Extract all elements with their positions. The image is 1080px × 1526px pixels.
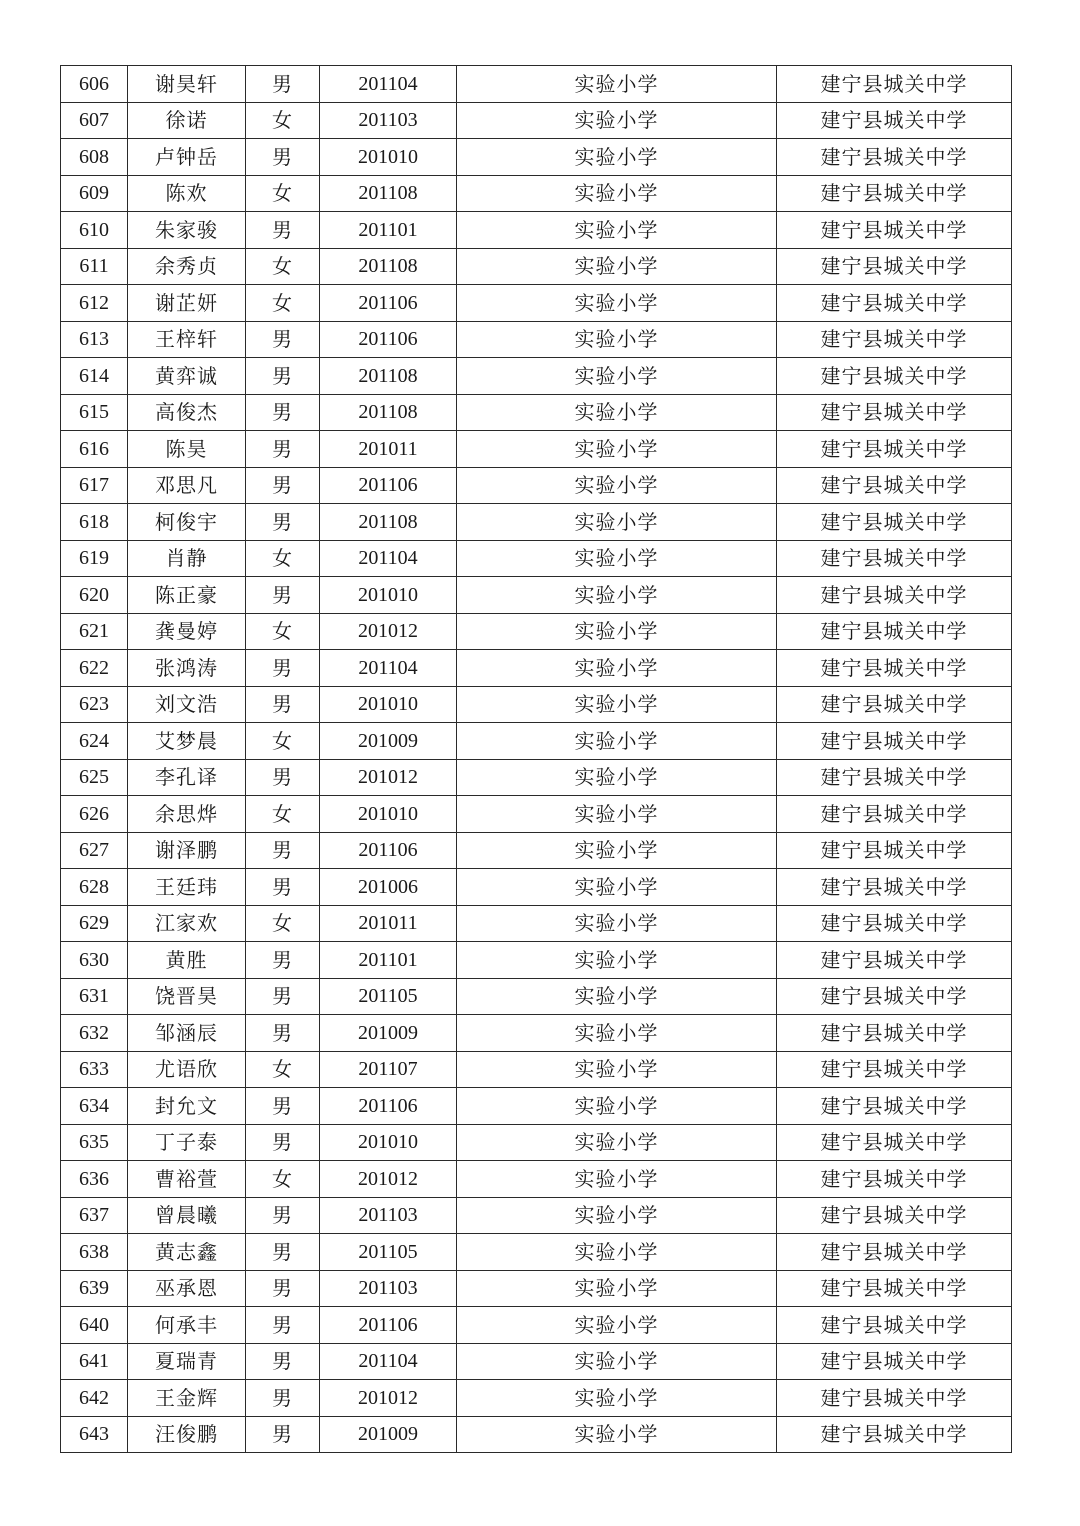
student-sex: 女	[246, 248, 320, 285]
middle-school: 建宁县城关中学	[777, 431, 1012, 468]
birth-month: 201009	[320, 1015, 457, 1052]
primary-school: 实验小学	[457, 540, 777, 577]
student-name: 丁子泰	[128, 1124, 246, 1161]
student-name: 卢钟岳	[128, 139, 246, 176]
student-sex: 女	[246, 285, 320, 322]
student-sex: 男	[246, 394, 320, 431]
middle-school: 建宁县城关中学	[777, 1234, 1012, 1271]
primary-school: 实验小学	[457, 1015, 777, 1052]
table-row	[61, 978, 1012, 1015]
table-row	[61, 1124, 1012, 1161]
middle-school: 建宁县城关中学	[777, 358, 1012, 395]
row-number: 607	[61, 102, 128, 139]
primary-school: 实验小学	[457, 686, 777, 723]
middle-school: 建宁县城关中学	[777, 1051, 1012, 1088]
row-number: 612	[61, 285, 128, 322]
student-sex: 男	[246, 832, 320, 869]
student-sex: 女	[246, 540, 320, 577]
table-row	[61, 66, 1012, 103]
primary-school: 实验小学	[457, 175, 777, 212]
middle-school: 建宁县城关中学	[777, 905, 1012, 942]
row-number: 631	[61, 978, 128, 1015]
middle-school: 建宁县城关中学	[777, 1380, 1012, 1417]
row-number: 640	[61, 1307, 128, 1344]
row-number: 615	[61, 394, 128, 431]
row-number: 641	[61, 1343, 128, 1380]
primary-school: 实验小学	[457, 650, 777, 687]
middle-school: 建宁县城关中学	[777, 248, 1012, 285]
student-name: 巫承恩	[128, 1270, 246, 1307]
primary-school: 实验小学	[457, 467, 777, 504]
birth-month: 201106	[320, 285, 457, 322]
table-row	[61, 1234, 1012, 1271]
student-name: 何承丰	[128, 1307, 246, 1344]
row-number: 610	[61, 212, 128, 249]
primary-school: 实验小学	[457, 832, 777, 869]
birth-month: 201006	[320, 869, 457, 906]
student-sex: 男	[246, 467, 320, 504]
row-number: 626	[61, 796, 128, 833]
table-row	[61, 467, 1012, 504]
birth-month: 201108	[320, 175, 457, 212]
primary-school: 实验小学	[457, 431, 777, 468]
student-sex: 男	[246, 358, 320, 395]
birth-month: 201106	[320, 832, 457, 869]
birth-month: 201009	[320, 723, 457, 760]
student-sex: 女	[246, 1051, 320, 1088]
student-roster-table	[60, 65, 1012, 1453]
birth-month: 201101	[320, 942, 457, 979]
primary-school: 实验小学	[457, 1307, 777, 1344]
birth-month: 201012	[320, 759, 457, 796]
row-number: 623	[61, 686, 128, 723]
middle-school: 建宁县城关中学	[777, 66, 1012, 103]
birth-month: 201010	[320, 686, 457, 723]
birth-month: 201012	[320, 1161, 457, 1198]
student-name: 龚曼婷	[128, 613, 246, 650]
student-name: 曹裕萱	[128, 1161, 246, 1198]
middle-school: 建宁县城关中学	[777, 1124, 1012, 1161]
table-row	[61, 1197, 1012, 1234]
middle-school: 建宁县城关中学	[777, 1343, 1012, 1380]
student-name: 肖静	[128, 540, 246, 577]
primary-school: 实验小学	[457, 504, 777, 541]
student-sex: 男	[246, 869, 320, 906]
primary-school: 实验小学	[457, 1234, 777, 1271]
student-name: 饶晋昊	[128, 978, 246, 1015]
row-number: 638	[61, 1234, 128, 1271]
birth-month: 201012	[320, 613, 457, 650]
student-name: 邹涵辰	[128, 1015, 246, 1052]
student-name: 陈正豪	[128, 577, 246, 614]
birth-month: 201103	[320, 1270, 457, 1307]
student-sex: 女	[246, 796, 320, 833]
student-sex: 男	[246, 1124, 320, 1161]
student-sex: 男	[246, 1307, 320, 1344]
middle-school: 建宁县城关中学	[777, 1161, 1012, 1198]
birth-month: 201101	[320, 212, 457, 249]
birth-month: 201103	[320, 102, 457, 139]
student-name: 封允文	[128, 1088, 246, 1125]
student-sex: 男	[246, 650, 320, 687]
middle-school: 建宁县城关中学	[777, 467, 1012, 504]
student-name: 黄弈诚	[128, 358, 246, 395]
primary-school: 实验小学	[457, 66, 777, 103]
primary-school: 实验小学	[457, 1270, 777, 1307]
table-row	[61, 650, 1012, 687]
table-row	[61, 139, 1012, 176]
student-sex: 男	[246, 504, 320, 541]
birth-month: 201104	[320, 540, 457, 577]
middle-school: 建宁县城关中学	[777, 613, 1012, 650]
student-sex: 女	[246, 613, 320, 650]
primary-school: 实验小学	[457, 1416, 777, 1453]
middle-school: 建宁县城关中学	[777, 175, 1012, 212]
middle-school: 建宁县城关中学	[777, 723, 1012, 760]
primary-school: 实验小学	[457, 321, 777, 358]
row-number: 618	[61, 504, 128, 541]
table-row	[61, 394, 1012, 431]
middle-school: 建宁县城关中学	[777, 102, 1012, 139]
birth-month: 201108	[320, 504, 457, 541]
row-number: 642	[61, 1380, 128, 1417]
student-sex: 女	[246, 1161, 320, 1198]
primary-school: 实验小学	[457, 978, 777, 1015]
birth-month: 201106	[320, 321, 457, 358]
row-number: 614	[61, 358, 128, 395]
birth-month: 201108	[320, 358, 457, 395]
student-name: 王金辉	[128, 1380, 246, 1417]
row-number: 627	[61, 832, 128, 869]
table-row	[61, 358, 1012, 395]
primary-school: 实验小学	[457, 1380, 777, 1417]
birth-month: 201009	[320, 1416, 457, 1453]
student-sex: 男	[246, 1343, 320, 1380]
table-row	[61, 102, 1012, 139]
middle-school: 建宁县城关中学	[777, 1416, 1012, 1453]
student-name: 曾晨曦	[128, 1197, 246, 1234]
primary-school: 实验小学	[457, 723, 777, 760]
student-name: 尤语欣	[128, 1051, 246, 1088]
student-sex: 男	[246, 1380, 320, 1417]
student-name: 谢芷妍	[128, 285, 246, 322]
student-name: 邓思凡	[128, 467, 246, 504]
table-row	[61, 504, 1012, 541]
table-row	[61, 248, 1012, 285]
birth-month: 201010	[320, 1124, 457, 1161]
student-sex: 女	[246, 102, 320, 139]
table-row	[61, 832, 1012, 869]
student-name: 刘文浩	[128, 686, 246, 723]
middle-school: 建宁县城关中学	[777, 1270, 1012, 1307]
row-number: 613	[61, 321, 128, 358]
table-row	[61, 212, 1012, 249]
primary-school: 实验小学	[457, 1124, 777, 1161]
middle-school: 建宁县城关中学	[777, 759, 1012, 796]
student-name: 柯俊宇	[128, 504, 246, 541]
primary-school: 实验小学	[457, 869, 777, 906]
middle-school: 建宁县城关中学	[777, 1015, 1012, 1052]
birth-month: 201106	[320, 1307, 457, 1344]
row-number: 616	[61, 431, 128, 468]
middle-school: 建宁县城关中学	[777, 650, 1012, 687]
student-sex: 男	[246, 686, 320, 723]
primary-school: 实验小学	[457, 759, 777, 796]
row-number: 628	[61, 869, 128, 906]
primary-school: 实验小学	[457, 905, 777, 942]
birth-month: 201010	[320, 796, 457, 833]
row-number: 637	[61, 1197, 128, 1234]
primary-school: 实验小学	[457, 285, 777, 322]
birth-month: 201010	[320, 139, 457, 176]
middle-school: 建宁县城关中学	[777, 504, 1012, 541]
row-number: 643	[61, 1416, 128, 1453]
primary-school: 实验小学	[457, 212, 777, 249]
middle-school: 建宁县城关中学	[777, 1197, 1012, 1234]
middle-school: 建宁县城关中学	[777, 1307, 1012, 1344]
middle-school: 建宁县城关中学	[777, 942, 1012, 979]
student-name: 陈欢	[128, 175, 246, 212]
birth-month: 201108	[320, 248, 457, 285]
row-number: 632	[61, 1015, 128, 1052]
student-name: 张鸿涛	[128, 650, 246, 687]
table-row	[61, 796, 1012, 833]
middle-school: 建宁县城关中学	[777, 796, 1012, 833]
student-name: 江家欢	[128, 905, 246, 942]
table-row	[61, 1015, 1012, 1052]
table-row	[61, 577, 1012, 614]
middle-school: 建宁县城关中学	[777, 394, 1012, 431]
primary-school: 实验小学	[457, 1051, 777, 1088]
row-number: 625	[61, 759, 128, 796]
row-number: 636	[61, 1161, 128, 1198]
primary-school: 实验小学	[457, 248, 777, 285]
table-row	[61, 1307, 1012, 1344]
row-number: 639	[61, 1270, 128, 1307]
primary-school: 实验小学	[457, 577, 777, 614]
middle-school: 建宁县城关中学	[777, 832, 1012, 869]
student-sex: 男	[246, 759, 320, 796]
middle-school: 建宁县城关中学	[777, 577, 1012, 614]
middle-school: 建宁县城关中学	[777, 321, 1012, 358]
primary-school: 实验小学	[457, 102, 777, 139]
student-sex: 女	[246, 723, 320, 760]
row-number: 633	[61, 1051, 128, 1088]
roster-body	[61, 66, 1012, 1453]
middle-school: 建宁县城关中学	[777, 540, 1012, 577]
primary-school: 实验小学	[457, 1197, 777, 1234]
table-row	[61, 431, 1012, 468]
table-row	[61, 869, 1012, 906]
row-number: 620	[61, 577, 128, 614]
table-row	[61, 723, 1012, 760]
birth-month: 201011	[320, 905, 457, 942]
middle-school: 建宁县城关中学	[777, 978, 1012, 1015]
row-number: 622	[61, 650, 128, 687]
student-name: 谢昊轩	[128, 66, 246, 103]
primary-school: 实验小学	[457, 942, 777, 979]
birth-month: 201105	[320, 978, 457, 1015]
row-number: 630	[61, 942, 128, 979]
row-number: 624	[61, 723, 128, 760]
birth-month: 201106	[320, 467, 457, 504]
table-row	[61, 905, 1012, 942]
student-name: 徐诺	[128, 102, 246, 139]
student-sex: 男	[246, 942, 320, 979]
row-number: 609	[61, 175, 128, 212]
student-sex: 女	[246, 905, 320, 942]
student-sex: 男	[246, 431, 320, 468]
student-name: 李孔译	[128, 759, 246, 796]
student-name: 朱家骏	[128, 212, 246, 249]
table-row	[61, 175, 1012, 212]
table-row	[61, 1343, 1012, 1380]
student-sex: 男	[246, 321, 320, 358]
birth-month: 201104	[320, 650, 457, 687]
birth-month: 201104	[320, 1343, 457, 1380]
row-number: 635	[61, 1124, 128, 1161]
student-name: 黄志鑫	[128, 1234, 246, 1271]
student-sex: 女	[246, 175, 320, 212]
table-row	[61, 686, 1012, 723]
middle-school: 建宁县城关中学	[777, 212, 1012, 249]
birth-month: 201105	[320, 1234, 457, 1271]
student-sex: 男	[246, 212, 320, 249]
primary-school: 实验小学	[457, 139, 777, 176]
student-sex: 男	[246, 1416, 320, 1453]
student-sex: 男	[246, 66, 320, 103]
student-sex: 男	[246, 139, 320, 176]
birth-month: 201107	[320, 1051, 457, 1088]
birth-month: 201108	[320, 394, 457, 431]
student-sex: 男	[246, 978, 320, 1015]
table-row	[61, 613, 1012, 650]
table-row	[61, 540, 1012, 577]
student-sex: 男	[246, 1088, 320, 1125]
primary-school: 实验小学	[457, 1343, 777, 1380]
birth-month: 201010	[320, 577, 457, 614]
table-row	[61, 1380, 1012, 1417]
table-row	[61, 1088, 1012, 1125]
student-name: 余思烨	[128, 796, 246, 833]
birth-month: 201104	[320, 66, 457, 103]
row-number: 629	[61, 905, 128, 942]
student-name: 谢泽鹏	[128, 832, 246, 869]
birth-month: 201011	[320, 431, 457, 468]
table-row	[61, 285, 1012, 322]
row-number: 608	[61, 139, 128, 176]
row-number: 617	[61, 467, 128, 504]
primary-school: 实验小学	[457, 1161, 777, 1198]
student-sex: 男	[246, 1197, 320, 1234]
student-sex: 男	[246, 1015, 320, 1052]
student-name: 王梓轩	[128, 321, 246, 358]
table-row	[61, 759, 1012, 796]
middle-school: 建宁县城关中学	[777, 686, 1012, 723]
table-row	[61, 321, 1012, 358]
birth-month: 201012	[320, 1380, 457, 1417]
row-number: 619	[61, 540, 128, 577]
middle-school: 建宁县城关中学	[777, 285, 1012, 322]
student-name: 高俊杰	[128, 394, 246, 431]
student-sex: 男	[246, 577, 320, 614]
middle-school: 建宁县城关中学	[777, 1088, 1012, 1125]
primary-school: 实验小学	[457, 394, 777, 431]
student-name: 黄胜	[128, 942, 246, 979]
row-number: 611	[61, 248, 128, 285]
row-number: 606	[61, 66, 128, 103]
birth-month: 201103	[320, 1197, 457, 1234]
student-name: 汪俊鹏	[128, 1416, 246, 1453]
student-sex: 男	[246, 1270, 320, 1307]
middle-school: 建宁县城关中学	[777, 869, 1012, 906]
row-number: 621	[61, 613, 128, 650]
table-row	[61, 1416, 1012, 1453]
student-name: 陈昊	[128, 431, 246, 468]
birth-month: 201106	[320, 1088, 457, 1125]
student-sex: 男	[246, 1234, 320, 1271]
table-row	[61, 1270, 1012, 1307]
student-name: 艾梦晨	[128, 723, 246, 760]
student-name: 王廷玮	[128, 869, 246, 906]
student-name: 余秀贞	[128, 248, 246, 285]
row-number: 634	[61, 1088, 128, 1125]
table-row	[61, 1051, 1012, 1088]
middle-school: 建宁县城关中学	[777, 139, 1012, 176]
primary-school: 实验小学	[457, 796, 777, 833]
student-name: 夏瑞青	[128, 1343, 246, 1380]
primary-school: 实验小学	[457, 358, 777, 395]
primary-school: 实验小学	[457, 613, 777, 650]
table-row	[61, 942, 1012, 979]
table-row	[61, 1161, 1012, 1198]
primary-school: 实验小学	[457, 1088, 777, 1125]
